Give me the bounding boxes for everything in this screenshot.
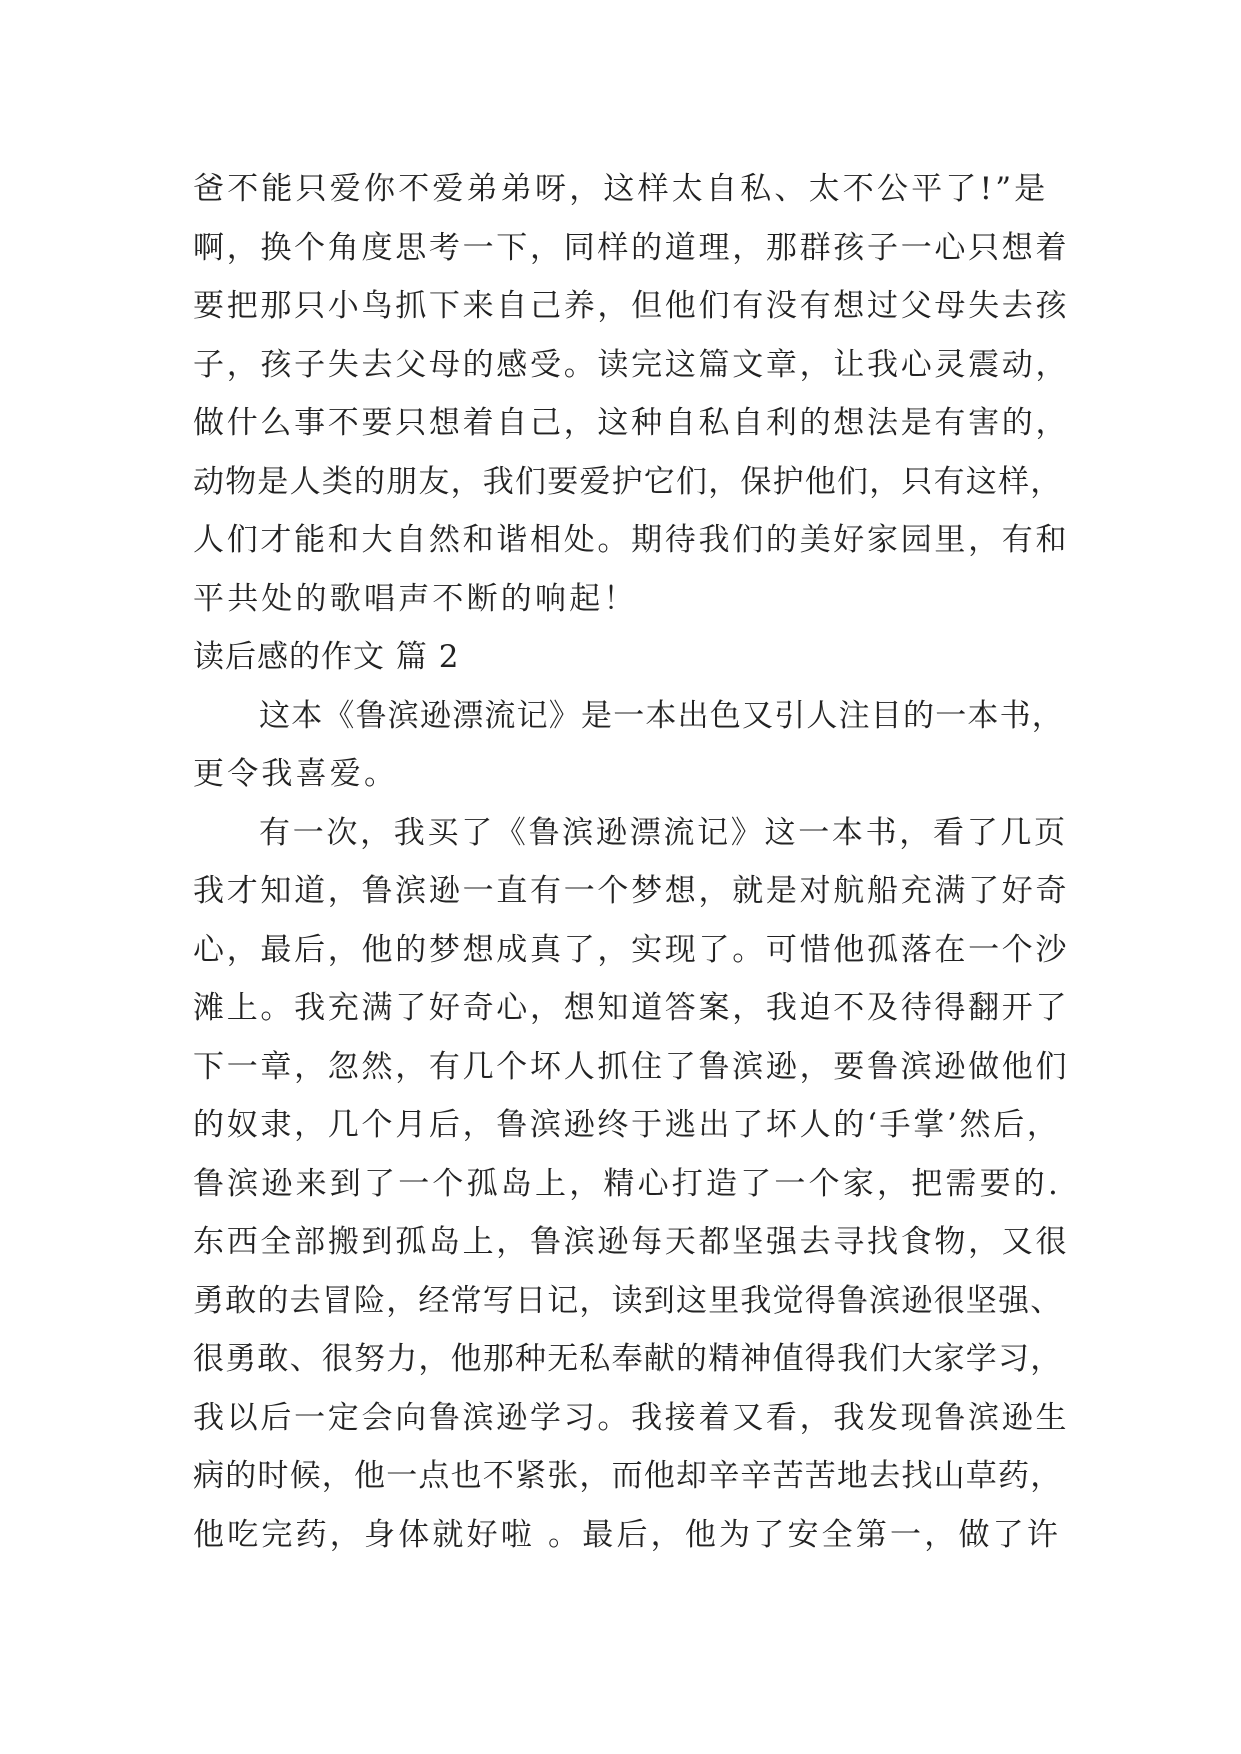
text-line: 我才知道，鲁滨逊一直有一个梦想，就是对航船充满了好奇: [193, 873, 1070, 909]
text-line: 滩上。我充满了好奇心，想知道答案，我迫不及待得翻开了: [193, 990, 1070, 1026]
text-line: 啊，换个角度思考一下，同样的道理，那群孩子一心只想着: [193, 229, 1070, 266]
text-line: 的奴隶，几个月后，鲁滨逊终于逃出了坏人的‘手掌’然后，: [193, 1107, 1061, 1143]
paragraph-first-line: 这本《鲁滨逊漂流记》是一本出色又引人注目的一本书，: [259, 697, 1064, 734]
text-line: 病的时候，他一点也不紧张，而他却辛辛苦苦地去找山草药，: [193, 1458, 1063, 1494]
text-line: 爸不能只爱你不爱弟弟呀，这样太自私、太不公平了!”是: [193, 171, 1049, 207]
document-body: [193, 160, 1073, 1564]
text-line: 更令我喜爱。: [193, 756, 399, 792]
text-line: 要把那只小鸟抓下来自己养，但他们有没有想过父母失去孩: [193, 288, 1070, 324]
text-line: 我以后一定会向鲁滨逊学习。我接着又看，我发现鲁滨逊生: [193, 1399, 1070, 1436]
text-line: 他吃完药，身体就好啦 。最后，他为了安全第一，做了许: [193, 1516, 1062, 1553]
section-heading: 读后感的作文 篇 2: [193, 639, 460, 675]
text-line: 子，孩子失去父母的感受。读完这篇文章，让我心灵震动，: [193, 346, 1070, 383]
text-line: 人们才能和大自然和谐相处。期待我们的美好家园里，有和: [193, 522, 1070, 558]
text-line: 很勇敢、很努力，他那种无私奉献的精神值得我们大家学习，: [193, 1341, 1063, 1377]
text-line: 平共处的歌唱声不断的响起！: [193, 580, 638, 617]
text-line: 东西全部搬到孤岛上，鲁滨逊每天都坚强去寻找食物，又很: [193, 1224, 1070, 1260]
text-line: 动物是人类的朋友，我们要爱护它们，保护他们，只有这样，: [193, 463, 1063, 500]
text-line: 做什么事不要只想着自己，这种自私自利的想法是有害的，: [193, 405, 1070, 441]
text-line: 心，最后，他的梦想成真了，实现了。可惜他孤落在一个沙: [193, 931, 1070, 968]
text-line: 勇敢的去冒险，经常写日记，读到这里我觉得鲁滨逊很坚强、: [193, 1282, 1063, 1319]
text-line: 鲁滨逊来到了一个孤岛上，精心打造了一个家，把需要的.: [193, 1165, 1062, 1202]
paragraph-first-line: 有一次，我买了《鲁滨逊漂流记》这一本书，看了几页: [259, 814, 1068, 851]
text-line: 下一章，忽然，有几个坏人抓住了鲁滨逊，要鲁滨逊做他们: [193, 1048, 1070, 1085]
